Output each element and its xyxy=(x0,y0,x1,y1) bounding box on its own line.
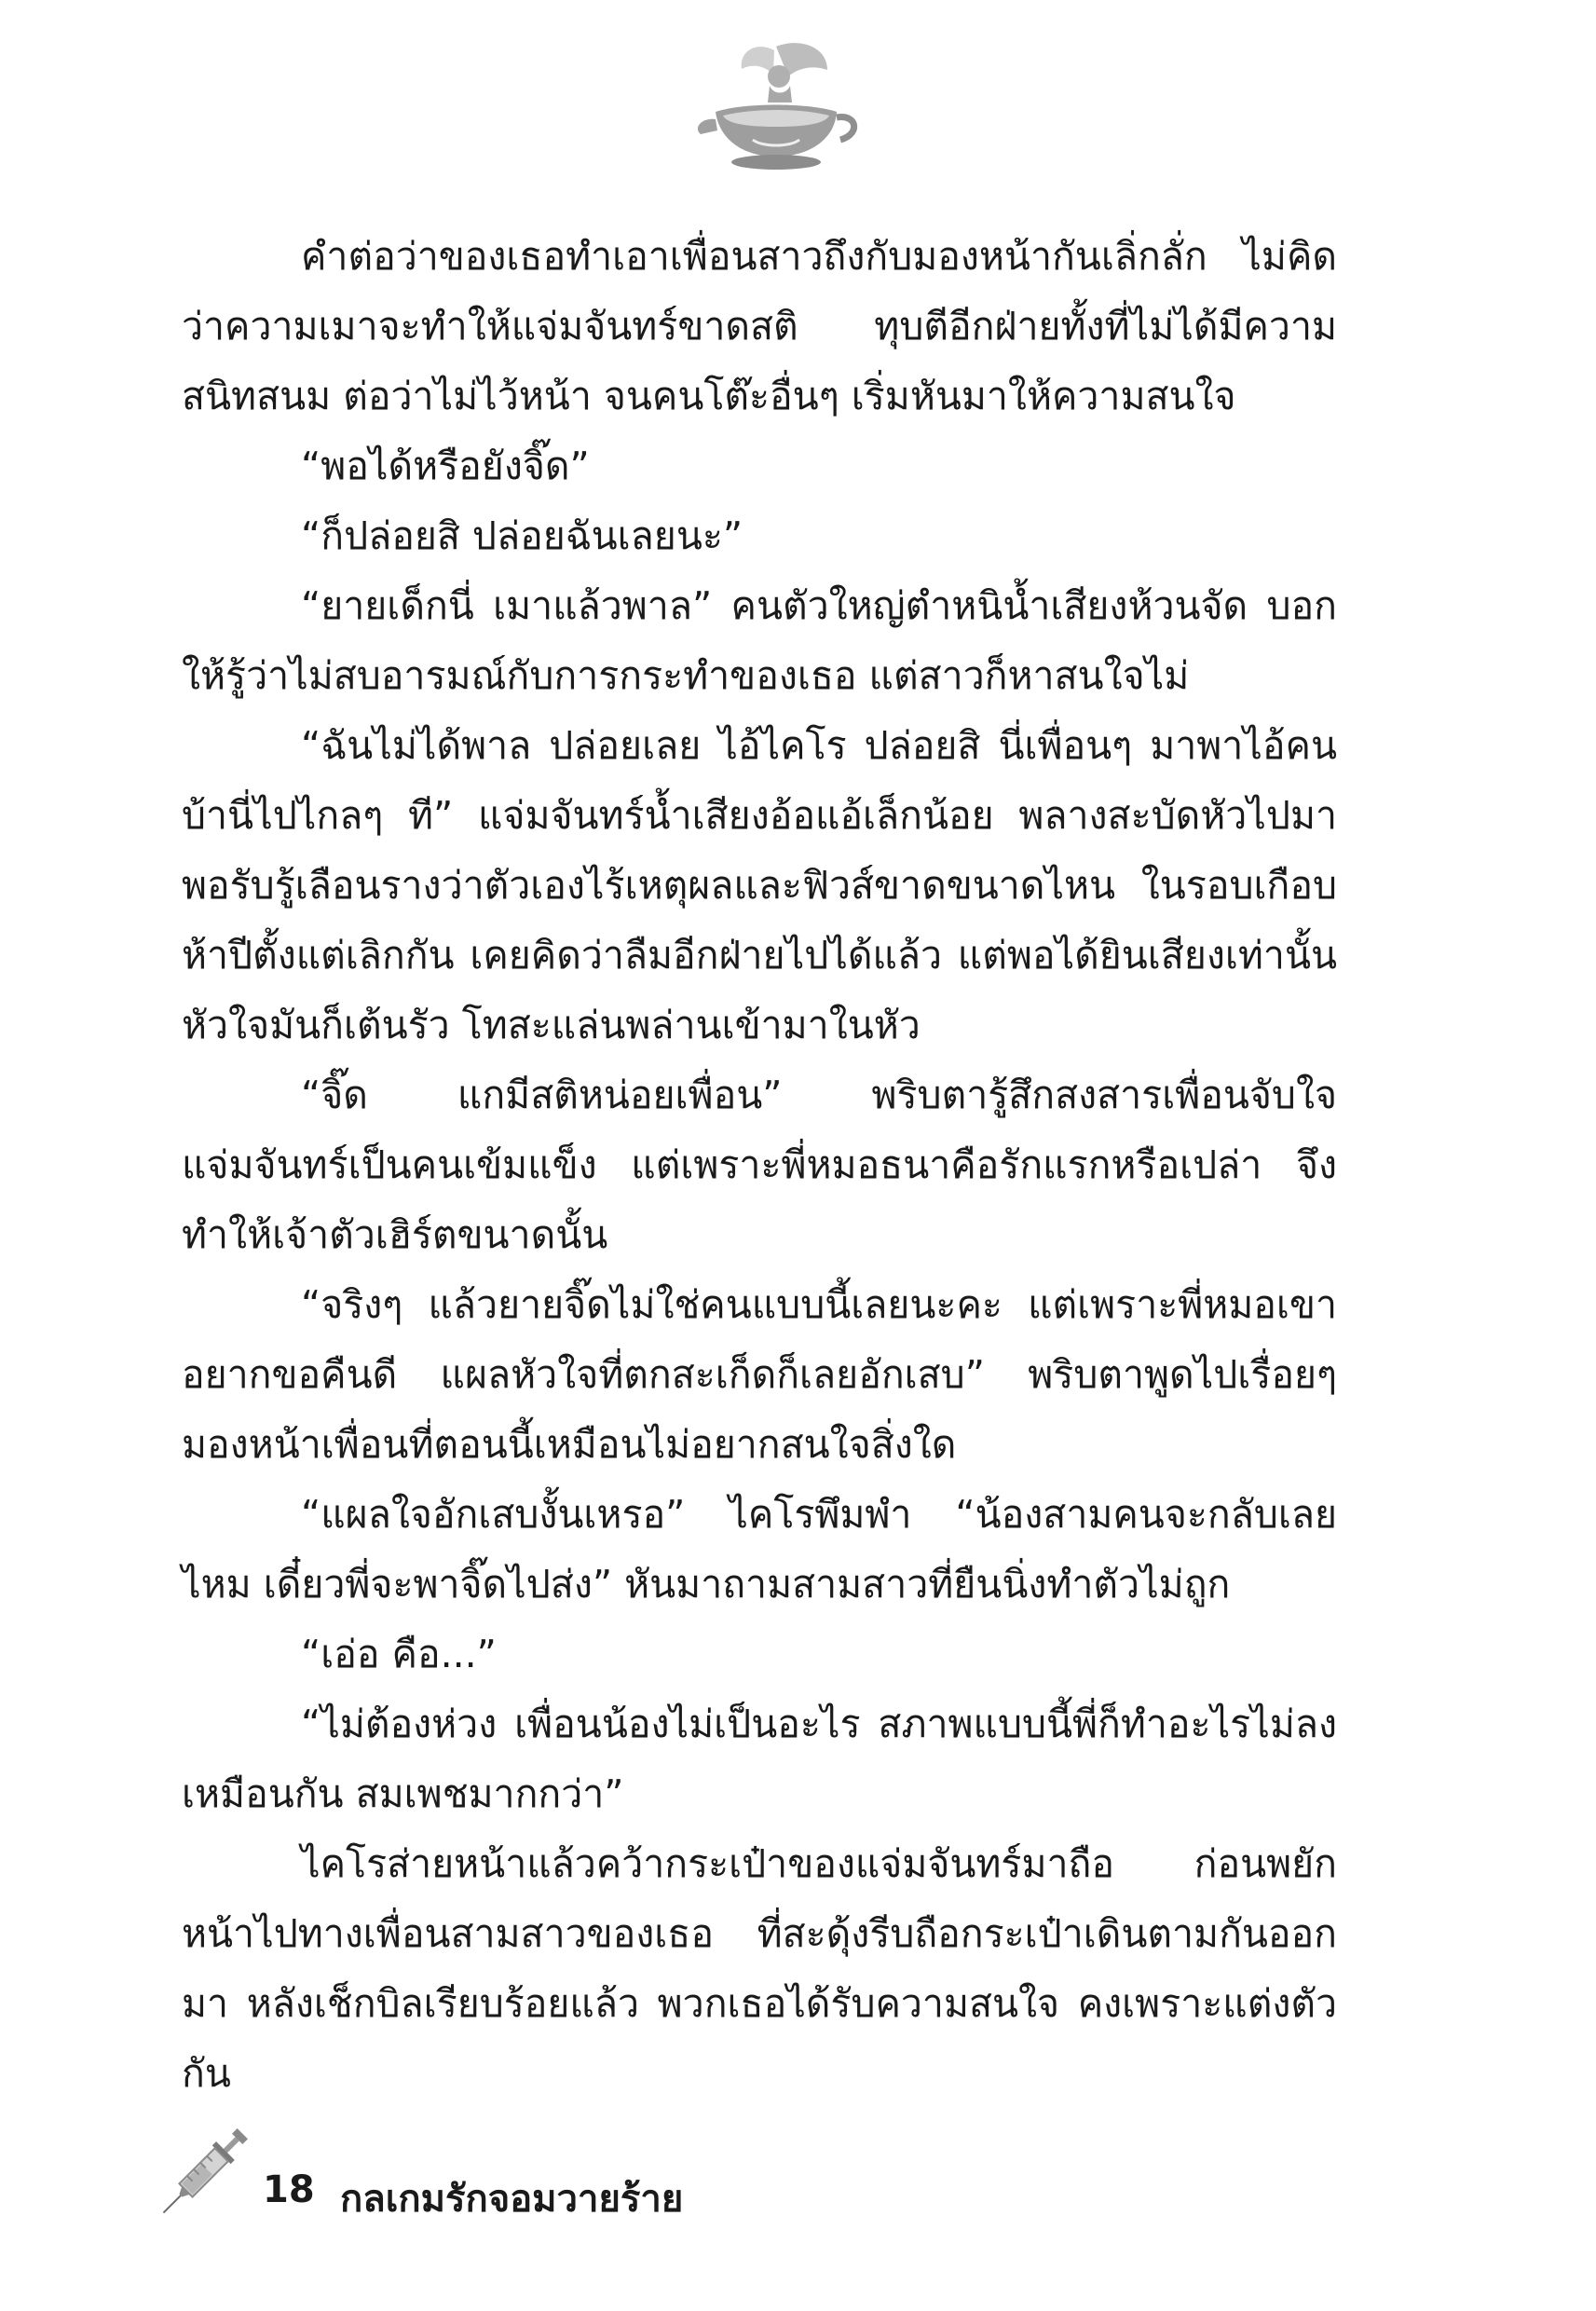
paragraph: “ฉันไม่ได้พาล ปล่อยเลย ไอ้ไคโร ปล่อยสิ นี่เพื่อนๆ มาพาไอ้คนบ้านี่ไปไกลๆ ที” แจ่มจันทร์น้ำเสียงอ้อแอ้เล็กน้อย พลางสะบัดหัวไปมา พอรับรู้เลือนรางว่าตัวเองไร้เหตุผลและฟิวส์ขาดขนาดไหน ในรอบเกือบห้าปีตั้งแต่เลิกกัน เคยคิดว่าลืมอีกฝ่ายไปได้แล้ว แต่พอได้ยินเสียงเท่านั้น หัวใจมันก็เต้นรัว โทสะแล่นพล่านเข้ามาในหัว xyxy=(182,723,1337,1047)
paragraph: “แผลใจอักเสบงั้นเหรอ” ไคโรพึมพำ “น้องสามคนจะกลับเลยไหม เดี๋ยวพี่จะพาจิ๊ดไปส่ง” หันมาถามสามสาวที่ยืนนิ่งทำตัวไม่ถูก xyxy=(182,1492,1337,1607)
book-title: กลเกมรักจอมวายร้าย xyxy=(340,2178,684,2221)
paragraph: “จริงๆ แล้วยายจิ๊ดไม่ใช่คนแบบนี้เลยนะคะ แต่เพราะพี่หมอเขาอยากขอคืนดี แผลหัวใจที่ตกสะเก็ดก็เลยอักเสบ” พริบตาพูดไปเรื่อยๆ มองหน้าเพื่อนที่ตอนนี้เหมือนไม่อยากสนใจสิ่งใด xyxy=(182,1282,1337,1467)
paragraph: ไคโรส่ายหน้าแล้วคว้ากระเป๋าของแจ่มจันทร์มาถือ ก่อนพยักหน้าไปทางเพื่อนสามสาวของเธอ ที่สะดุ้งรีบถือกระเป๋าเดินตามกันออกมา หลังเช็กบิลเรียบร้อยแล้ว พวกเธอได้รับความสนใจ คงเพราะแต่งตัวกัน xyxy=(182,1841,1337,2096)
cupid-teacup-ornament-icon xyxy=(688,37,865,177)
paragraph: “ยายเด็กนี่ เมาแล้วพาล” คนตัวใหญ่ตำหนิน้ำเสียงห้วนจัด บอกให้รู้ว่าไม่สบอารมณ์กับการกระทำของเธอ แต่สาวก็หาสนใจไม่ xyxy=(182,583,1337,698)
page-number: 18 xyxy=(263,2168,315,2211)
paragraph: “เอ่อ คือ...” xyxy=(301,1632,497,1676)
paragraph: “จิ๊ด แกมีสติหน่อยเพื่อน” พริบตารู้สึกสงสารเพื่อนจับใจ แจ่มจันทร์เป็นคนเข้มแข็ง แต่เพราะพี่หมอธนาคือรักแรกหรือเปล่า จึงทำให้เจ้าตัวเฮิร์ตขนาดนั้น xyxy=(182,1073,1337,1257)
body-text xyxy=(182,222,1337,2109)
page-footer xyxy=(149,2111,988,2232)
paragraph: คำต่อว่าของเธอทำเอาเพื่อนสาวถึงกับมองหน้ากันเลิ่กลั่ก ไม่คิดว่าความเมาจะทำให้แจ่มจันทร์ขาดสติ ทุบตีอีกฝ่ายทั้งที่ไม่ได้มีความสนิทสนม ต่อว่าไม่ไว้หน้า จนคนโต๊ะอื่นๆ เริ่มหันมาให้ความสนใจ xyxy=(182,234,1337,418)
paragraph: “ก็ปล่อยสิ ปล่อยฉันเลยนะ” xyxy=(301,513,743,558)
paragraph: “ไม่ต้องห่วง เพื่อนน้องไม่เป็นอะไร สภาพแบบนี้พี่ก็ทำอะไรไม่ลงเหมือนกัน สมเพชมากกว่า” xyxy=(182,1702,1337,1816)
syringe-icon xyxy=(149,2111,261,2232)
paragraph: “พอได้หรือยังจิ๊ด” xyxy=(301,444,590,488)
